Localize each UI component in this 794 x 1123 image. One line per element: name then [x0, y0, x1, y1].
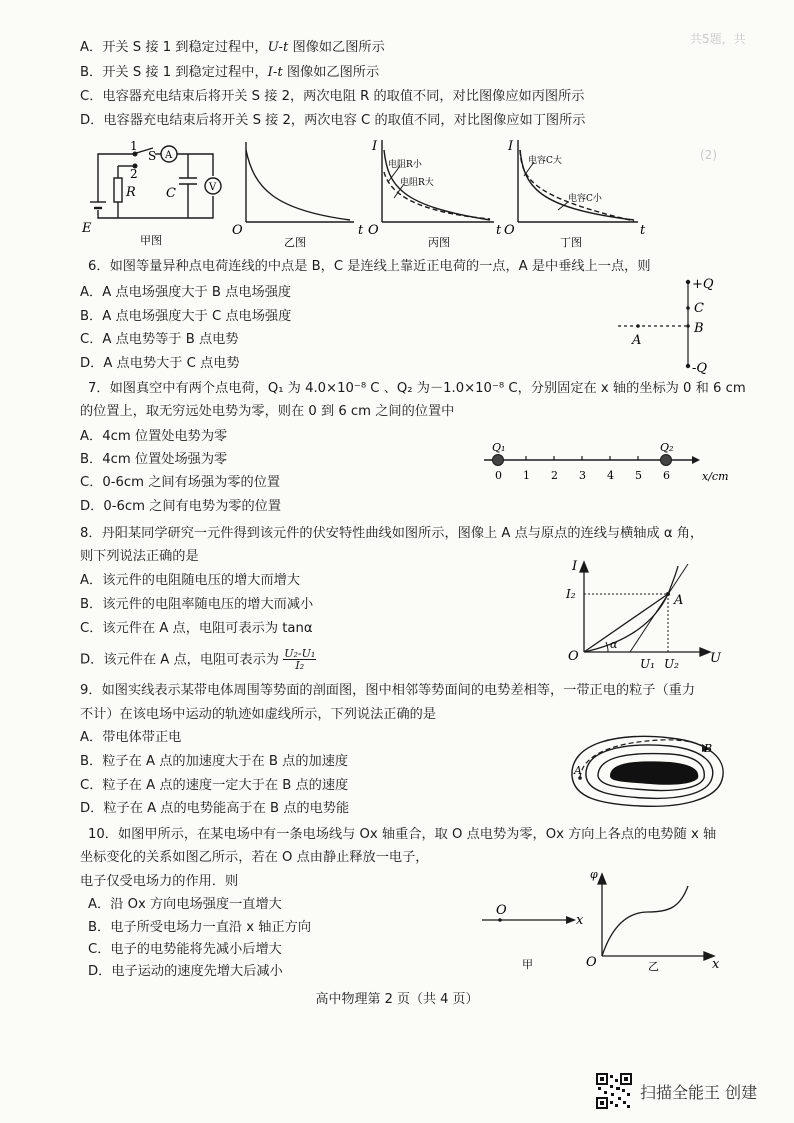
i2-label: I₂	[566, 587, 576, 601]
q6-option-a: A．A 点电场强度大于 B 点电场强度	[80, 285, 292, 300]
q6-option-b: B．A 点电场强度大于 C 点电场强度	[80, 309, 292, 324]
option-text: 开关 S 接 1 到稳定过程中，	[102, 40, 268, 55]
fraction-numerator: U₂-U₁	[284, 647, 316, 660]
option-text: 电容器充电结束后将开关 S 接 2，两次电阻 R 的取值不同，对比图像应如丙图所示	[102, 89, 585, 104]
q9-stem-line2: 不计）在该电场中运动的轨迹如虚线所示，下列说法正确的是	[80, 707, 437, 722]
tick-label: 5	[635, 469, 642, 482]
figure-caption: 甲图	[140, 234, 162, 247]
option-label: C．	[80, 89, 103, 104]
q10-stem-line1: 10．如图甲所示，在某电场中有一条电场线与 Ox 轴重合，取 O 点电势为零，Ox 方向上各点的电势随 x 轴	[88, 827, 717, 842]
curve-label-large-c: 电容C大	[528, 156, 562, 166]
q9-option-a: A．带电体带正电	[80, 730, 182, 745]
tick-label: 0	[495, 469, 502, 482]
dipole-figure	[610, 272, 720, 376]
q8-stem-line1: 8．丹阳某同学研究一元件得到该元件的伏安特性曲线如图所示，图像上 A 点与原点的连线与横轴成 α 角，	[80, 526, 704, 541]
field-line-figure-jia	[478, 898, 588, 978]
option-text-post: 图像如乙图所示	[288, 40, 385, 55]
x-axis-label: x	[576, 913, 584, 928]
origin-label: O	[496, 903, 507, 918]
graph-figure-bing	[366, 136, 506, 250]
q8-option-b: B．该元件的电阻率随电压的增大而减小	[80, 597, 314, 612]
figure-caption: 乙图	[284, 236, 306, 249]
q5-option-a	[80, 39, 385, 57]
point-b-label: B	[694, 321, 704, 336]
switch-label: S	[148, 149, 157, 163]
q6-option-c: C．A 点电势等于 B 点电势	[80, 332, 239, 347]
capacitor-label: C	[166, 186, 176, 201]
q9-option-d: D．粒子在 A 点的电势能高于在 B 点的电势能	[80, 801, 350, 816]
q7-option-a: A．4cm 位置处电势为零	[80, 429, 228, 444]
charge-q2-label: Q₂	[660, 441, 674, 454]
alpha-label: α	[610, 638, 618, 651]
u1-label: U₁	[640, 657, 655, 671]
option-label: A．	[80, 40, 103, 55]
q6-stem: 6．如图等量异种点电荷连线的中点是 B，C 是连线上靠近正电荷的一点，A 是中垂线上一点，则	[88, 259, 651, 274]
tick-label: 2	[551, 469, 558, 482]
q5-option-b	[80, 64, 379, 82]
q10-option-c: C．电子的电势能将先减小后增大	[88, 942, 282, 957]
phi-axis-label: φ	[590, 868, 598, 881]
charge-q1-label: Q₁	[492, 441, 506, 454]
option-text-post: 图像如乙图所示	[282, 65, 380, 80]
curve-label-small-r: 电阻R小	[388, 160, 422, 170]
option-text: 开关 S 接 1 到稳定过程中，	[102, 65, 268, 80]
q8-stem-line2: 则下列说法正确的是	[80, 549, 199, 564]
iv-curve-figure	[560, 558, 730, 676]
equipotential-figure	[560, 722, 730, 822]
q5-option-d	[80, 112, 585, 130]
tick-label: 1	[523, 469, 530, 482]
graph-figure-yi	[230, 140, 370, 250]
q9-option-c: C．粒子在 A 点的速度一定大于在 B 点的速度	[80, 778, 349, 793]
circuit-figure-jia	[78, 140, 228, 250]
x-axis-label: x	[712, 957, 720, 972]
q5-option-c	[80, 88, 584, 106]
q7-option-c: C．0-6cm 之间有场强为零的位置	[80, 475, 281, 490]
q7-option-d: D．0-6cm 之间有电势为零的位置	[80, 499, 282, 514]
option-text: D．该元件在 A 点，电阻可表示为	[80, 652, 279, 668]
positive-charge-label: +Q	[692, 277, 714, 292]
battery-label: E	[82, 221, 92, 236]
t-axis-label: t	[358, 223, 364, 238]
figure-caption: 丁图	[560, 236, 582, 249]
q6-option-d: D．A 点电势大于 C 点电势	[80, 356, 240, 371]
u-axis-label: U	[710, 651, 721, 666]
point-c-label: C	[694, 301, 704, 316]
resistance-fraction	[283, 648, 316, 671]
figure-caption: 甲	[522, 958, 533, 971]
option-var: U-t	[267, 40, 289, 55]
page-footer: 高中物理第 2 页（共 4 页）	[315, 992, 479, 1007]
potential-graph-figure-yi	[582, 866, 732, 976]
charge-q1-icon	[493, 455, 504, 466]
origin-label: O	[568, 649, 579, 664]
q7-option-b: B．4cm 位置处场强为零	[80, 452, 228, 467]
option-label: D．	[80, 113, 104, 128]
i-axis-label: I	[508, 139, 514, 154]
curve-label-small-c: 电容C小	[568, 194, 602, 204]
graph-figure-ding	[502, 136, 652, 250]
tick-label: 6	[663, 469, 670, 482]
t-axis-label: t	[640, 223, 646, 238]
q10-option-d: D．电子运动的速度先增大后减小	[88, 964, 283, 979]
figure-caption: 乙	[648, 960, 659, 973]
q10-stem-line3: 电子仅受电场力的作用．则	[80, 874, 239, 889]
q10-stem-line2: 坐标变化的关系如图乙所示，若在 O 点由静止释放一电子，	[80, 850, 429, 865]
q7-stem-line1: 7．如图真空中有两个点电荷，Q₁ 为 4.0×10⁻⁸ C 、Q₂ 为－1.0×10⁻⁸ C，分别固定在 x 轴的坐标为 0 和 6 cm	[88, 381, 746, 396]
q8-option-a: A．该元件的电阻随电压的增大而增大	[80, 573, 301, 588]
q8-option-d	[80, 648, 316, 671]
point-a-label: A	[674, 593, 684, 608]
origin-label: O	[232, 223, 243, 238]
point-b-label: B	[704, 742, 713, 755]
scanner-watermark: 扫描全能王 创建	[640, 1083, 758, 1102]
q9-option-b: B．粒子在 A 点的加速度大于在 B 点的加速度	[80, 754, 349, 769]
axis-unit-label: x/cm	[702, 470, 729, 483]
option-label: B．	[80, 65, 103, 80]
t-axis-label: t	[496, 223, 502, 238]
point-a-label: A	[632, 333, 642, 348]
option-text: 电容器充电结束后将开关 S 接 2，两次电容 C 的取值不同，对比图像应如丁图所示	[103, 113, 586, 128]
u2-label: U₂	[664, 657, 679, 671]
q9-stem-line1: 9．如图实线表示某带电体周围等势面的剖面图，图中相邻等势面间的电势差相等，一带正电的粒子（重力	[80, 683, 696, 698]
i-axis-label: I	[572, 559, 578, 574]
switch-pos-2: 2	[130, 167, 138, 181]
qr-code-icon	[596, 1073, 632, 1109]
q7-stem-line2: 的位置上，取无穷远处电势为零，则在 0 到 6 cm 之间的位置中	[80, 404, 455, 419]
fraction-denominator: I₂	[295, 659, 305, 672]
ammeter-icon: A	[165, 150, 173, 161]
q10-option-a: A．沿 Ox 方向电场强度一直增大	[88, 897, 282, 912]
switch-pos-1: 1	[130, 140, 138, 153]
curve-label-large-r: 电阻R大	[400, 178, 434, 188]
figure-caption: 丙图	[428, 236, 450, 249]
number-line-figure	[478, 440, 734, 492]
origin-label: O	[586, 955, 597, 970]
negative-charge-label: -Q	[692, 361, 708, 376]
origin-label: O	[368, 223, 379, 238]
resistor-label: R	[126, 185, 136, 200]
tick-label: 3	[579, 469, 586, 482]
tick-label: 4	[607, 469, 614, 482]
q10-option-b: B．电子所受电场力一直沿 x 轴正方向	[88, 920, 312, 935]
charge-q2-icon	[661, 455, 672, 466]
option-var: I-t	[267, 65, 283, 80]
q8-option-c: C．该元件在 A 点，电阻可表示为 tanα	[80, 621, 313, 636]
origin-label: O	[504, 223, 515, 238]
i-axis-label: I	[372, 139, 378, 154]
voltmeter-icon: V	[209, 182, 217, 193]
point-a-label: A	[574, 764, 582, 777]
